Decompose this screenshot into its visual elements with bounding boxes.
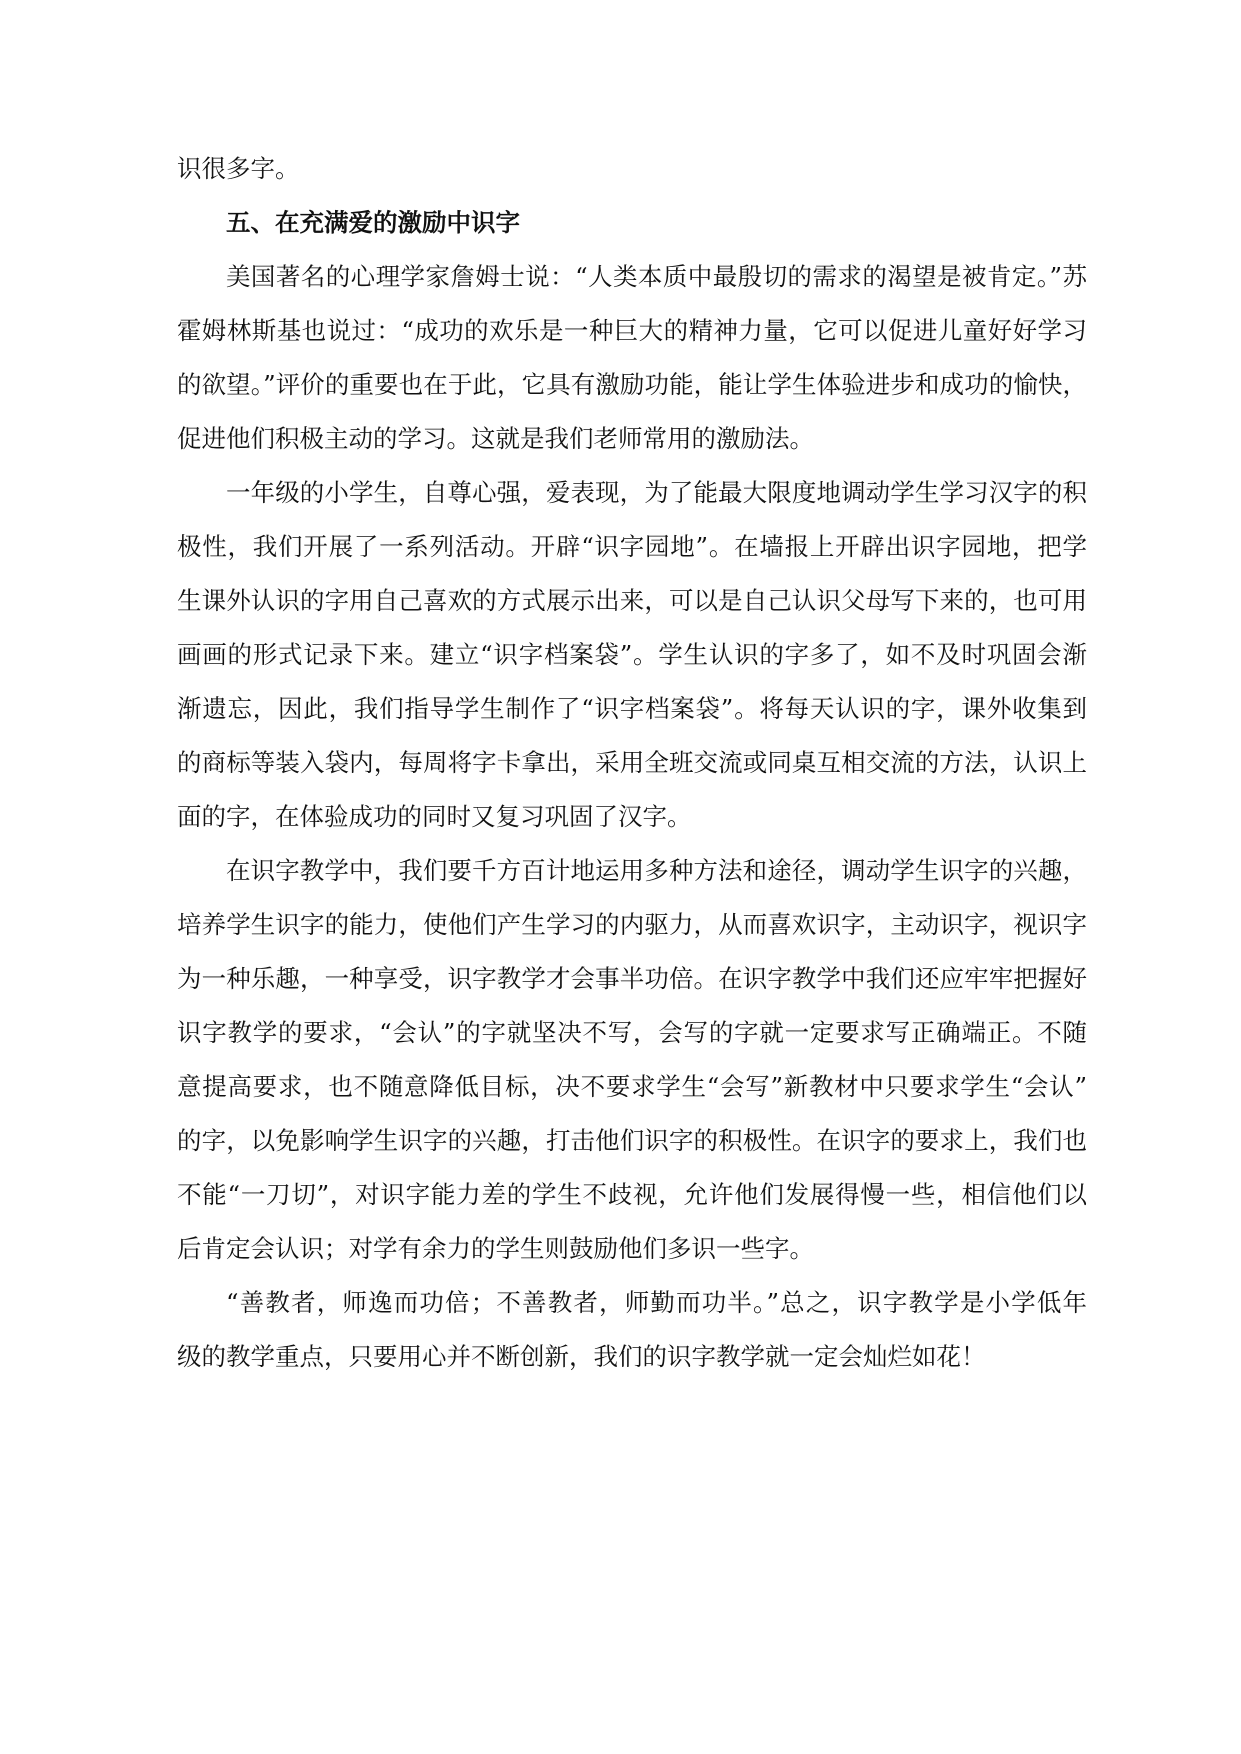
- paragraph-line: 美国著名的心理学家詹姆士说：“人类本质中最殷切的需求的渴望是被肯定。”苏: [226, 262, 1087, 291]
- paragraph-line: 的字，以免影响学生识字的兴趣，打击他们识字的积极性。在识字的要求上，我们也: [177, 1126, 1087, 1155]
- paragraph: [177, 1289, 1087, 1371]
- paragraph-line: 意提高要求，也不随意降低目标，决不要求学生“会写”新教材中只要求学生“会认”: [177, 1072, 1087, 1101]
- paragraph-line: 级的教学重点，只要用心并不断创新，我们的识字教学就一定会灿烂如花！: [177, 1342, 986, 1371]
- paragraph-line: 识字教学的要求，“会认”的字就坚决不写，会写的字就一定要求写正确端正。不随: [177, 1018, 1087, 1047]
- paragraph: [177, 857, 1087, 1263]
- paragraph-line: 的欲望。”评价的重要也在于此，它具有激励功能，能让学生体验进步和成功的愉快，: [177, 370, 1087, 399]
- paragraph-line: 在识字教学中，我们要千方百计地运用多种方法和途径，调动学生识字的兴趣，: [226, 856, 1087, 885]
- paragraph-line: 霍姆林斯基也说过：“成功的欢乐是一种巨大的精神力量，它可以促进儿童好好学习: [177, 316, 1087, 345]
- paragraph-line: 为一种乐趣，一种享受，识字教学才会事半功倍。在识字教学中我们还应牢牢把握好: [177, 964, 1087, 993]
- document-page: [177, 155, 1087, 1371]
- paragraph: [177, 263, 1087, 453]
- paragraph-line: 面的字，在体验成功的同时又复习巩固了汉字。: [177, 802, 692, 831]
- paragraph-line: 生课外认识的字用自己喜欢的方式展示出来，可以是自己认识父母写下来的，也可用: [177, 586, 1087, 615]
- paragraph-line: 画画的形式记录下来。建立“识字档案袋”。学生认识的字多了，如不及时巩固会渐: [177, 640, 1087, 669]
- paragraph-line: 培养学生识字的能力，使他们产生学习的内驱力，从而喜欢识字，主动识字，视识字: [177, 910, 1087, 939]
- paragraph-line: 促进他们积极主动的学习。这就是我们老师常用的激励法。: [177, 424, 814, 453]
- section-heading: 五、在充满爱的激励中识字: [226, 208, 520, 237]
- paragraph-line: “善教者，师逸而功倍；不善教者，师勤而功半。”总之，识字教学是小学低年: [226, 1288, 1087, 1317]
- paragraph-line: 一年级的小学生，自尊心强，爱表现，为了能最大限度地调动学生学习汉字的积: [226, 478, 1087, 507]
- paragraph-line: 极性，我们开展了一系列活动。开辟“识字园地”。在墙报上开辟出识字园地，把学: [177, 532, 1087, 561]
- paragraph-line: 渐遗忘，因此，我们指导学生制作了“识字档案袋”。将每天认识的字，课外收集到: [177, 694, 1087, 723]
- continuation-line: 识很多字。: [177, 154, 300, 183]
- paragraph-line: 后肯定会认识；对学有余力的学生则鼓励他们多识一些字。: [177, 1234, 814, 1263]
- paragraph-line: 不能“一刀切”，对识字能力差的学生不歧视，允许他们发展得慢一些，相信他们以: [177, 1180, 1087, 1209]
- paragraph-line: 的商标等装入袋内，每周将字卡拿出，采用全班交流或同桌互相交流的方法，认识上: [177, 748, 1087, 777]
- paragraph: [177, 479, 1087, 831]
